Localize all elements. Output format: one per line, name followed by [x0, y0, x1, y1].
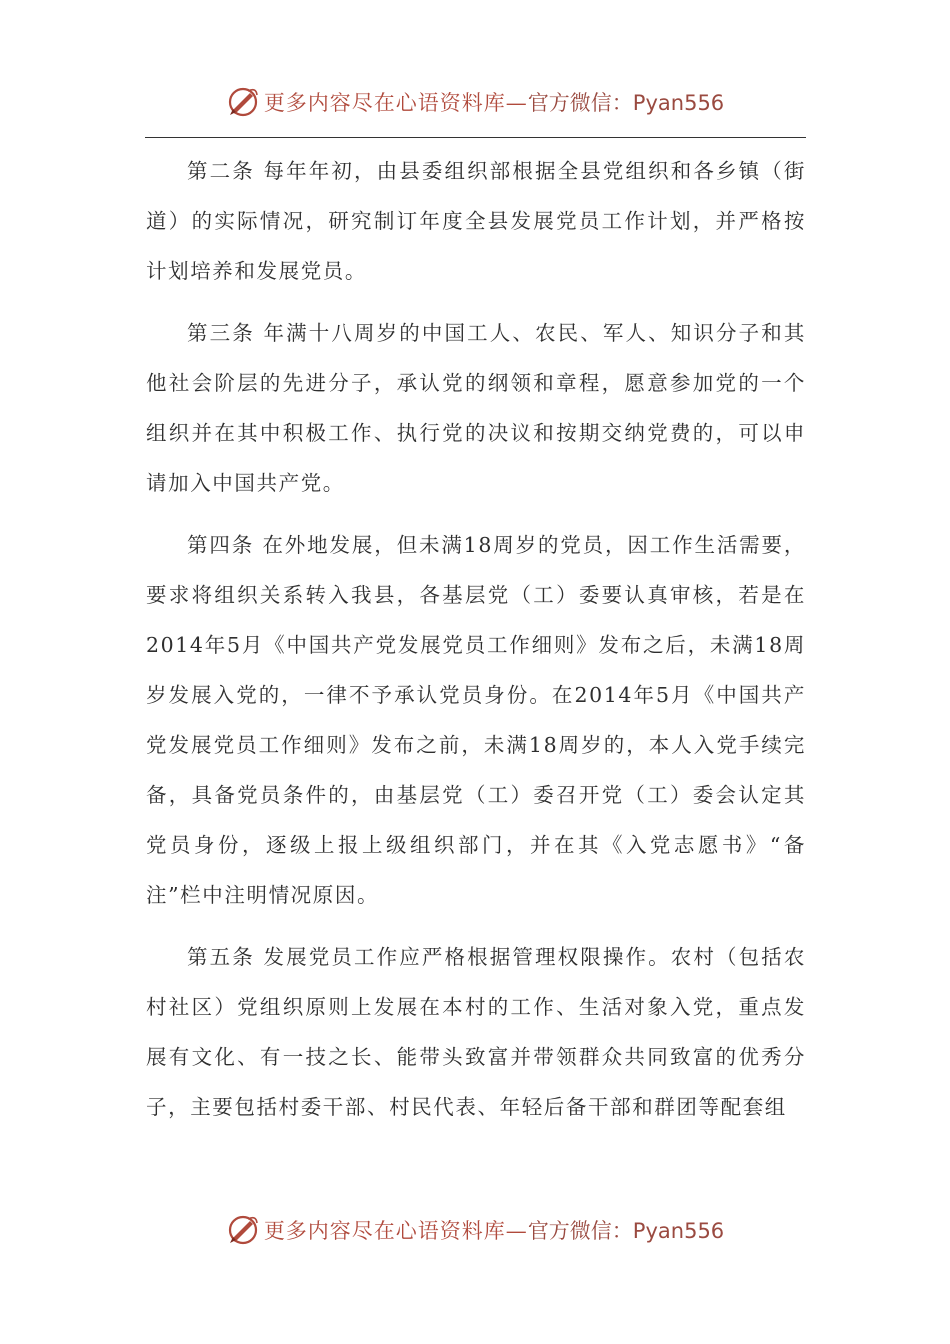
header-banner: [0, 82, 950, 122]
pen-circle-logo-icon: [226, 85, 260, 119]
banner-text: [264, 87, 724, 117]
paragraph-article-4: 第四条 在外地发展，但未满18周岁的党员，因工作生活需要，要求将组织关系转入我县，各基层党（工）委要认真审核，若是在2014年5月《中国共产党发展党员工作细则》发布之后，未满18周岁发展入党的，一律不予承认党员身份。在2014年5月《中国共产党发展党员工作细则》发布之前，未满18周岁的，本人入党手续完备，具备党员条件的，由基层党（工）委召开党（工）委会认定其党员身份，逐级上报上级组织部门，并在其《入党志愿书》“备注”栏中注明情况原因。: [146, 533, 806, 907]
footer-banner: [0, 1210, 950, 1250]
paragraph-article-3: 第三条 年满十八周岁的中国工人、农民、军人、知识分子和其他社会阶层的先进分子，承认党的纲领和章程，愿意参加党的一个组织并在其中积极工作、执行党的决议和按期交纳党费的，可以申请加入中国共产党。: [146, 321, 806, 495]
banner-text-wechat: 官方微信：Pyan556: [527, 91, 725, 115]
banner-text-wechat: 官方微信：Pyan556: [527, 1219, 725, 1243]
paragraph-article-5: 第五条 发展党员工作应严格根据管理权限操作。农村（包括农村社区）党组织原则上发展在本村的工作、生活对象入党，重点发展有文化、有一技之长、能带头致富并带领群众共同致富的优秀分子，主要包括村委干部、村民代表、年轻后备干部和群团等配套组: [146, 945, 806, 1119]
header-divider: [145, 137, 806, 138]
banner-text-site: 更多内容尽在心语资料库—: [263, 1219, 528, 1243]
banner-text-site: 更多内容尽在心语资料库—: [263, 91, 528, 115]
paragraph-article-2: 第二条 每年年初，由县委组织部根据全县党组织和各乡镇（街道）的实际情况，研究制订年度全县发展党员工作计划，并严格按计划培养和发展党员。: [146, 159, 806, 283]
banner-text: [264, 1215, 724, 1245]
document-body: [146, 146, 806, 1144]
pen-circle-logo-icon: [226, 1213, 260, 1247]
